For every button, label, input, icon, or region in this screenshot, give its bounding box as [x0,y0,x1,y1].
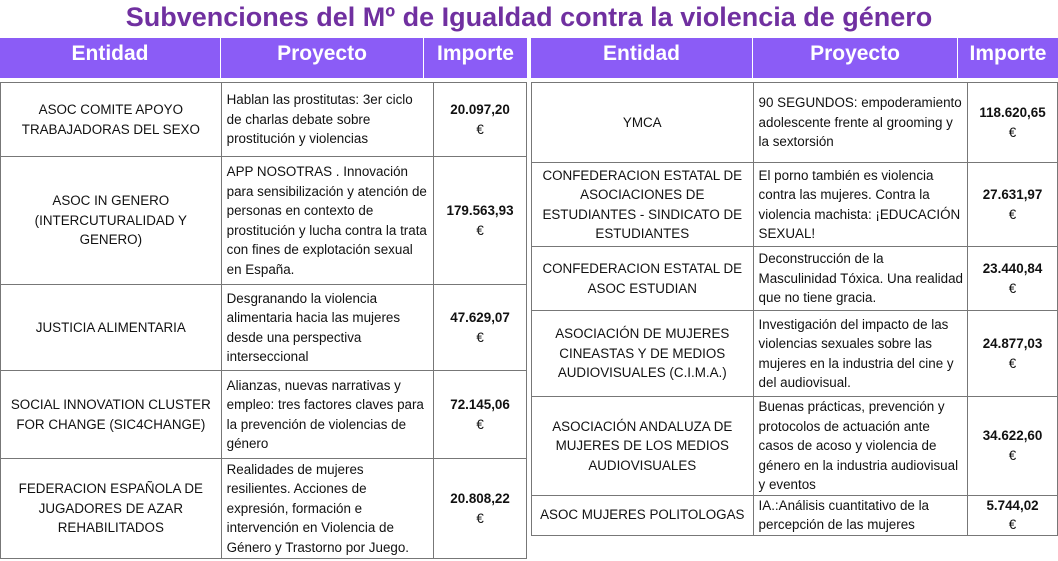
proyecto-cell: IA.:Análisis cuantitativo de la percepción de las mujeres [753,495,968,535]
importe-amount: 24.877,03 [982,336,1043,351]
table-row [1,459,527,559]
proyecto-cell: Deconstrucción de la Masculinidad Tóxica. Una realidad que no tiene gracia. [753,247,968,311]
importe-amount: 72.145,06 [450,397,510,412]
importe-amount: 23.440,84 [982,261,1043,276]
entidad-cell: ASOC MUJERES POLITOLOGAS [532,495,754,535]
right-table [531,82,1058,536]
entidad-cell: ASOCIACIÓN ANDALUZA DE MUJERES DE LOS MEDIOS AUDIOVISUALES [532,397,754,496]
entidad-cell: CONFEDERACION ESTATAL DE ASOCIACIONES DE ESTUDIANTES - SINDICATO DE ESTUDIANTES [532,163,754,247]
currency-symbol: € [476,510,484,526]
entidad-cell: JUSTICIA ALIMENTARIA [1,285,222,371]
importe-amount: 20.808,22 [450,491,510,506]
proyecto-cell: APP NOSOTRAS . Innovación para sensibilización y atención de personas en contexto de prostitución y lucha contra la trata con fines de explotación sexual en España. [221,157,433,285]
left-table-header [0,38,527,78]
importe-amount: 27.631,97 [982,187,1043,202]
table-row [532,247,1058,311]
proyecto-cell: Investigación del impacto de las violencias sexuales sobre las mujeres en la industria del cine y del audiovisual. [753,311,968,397]
importe-amount: 5.744,02 [986,497,1039,513]
entidad-cell: SOCIAL INNOVATION CLUSTER FOR CHANGE (SIC4CHANGE) [1,371,222,459]
proyecto-cell: Desgranando la violencia alimentaria hacia las mujeres desde una perspectiva interseccional [221,285,433,371]
entidad-cell: ASOCIACIÓN DE MUJERES CINEASTAS Y DE MEDIOS AUDIOVISUALES (C.I.M.A.) [532,311,754,397]
currency-symbol: € [476,329,484,345]
proyecto-cell: 90 SEGUNDOS: empoderamiento adolescente frente al grooming y la sextorsión [753,83,968,163]
proyecto-cell: Realidades de mujeres resilientes. Acciones de expresión, formación e intervención en Violencia de Género y Trastorno por Juego. [221,459,433,559]
importe-cell [434,83,527,157]
header-importe: Importe [969,42,1047,65]
currency-symbol: € [1008,206,1017,222]
table-row [1,83,527,157]
importe-cell [968,83,1058,163]
currency-symbol: € [1008,355,1017,371]
currency-symbol: € [476,222,484,238]
page-title: Subvenciones del Mº de Igualdad contra la violencia de género [125,2,933,32]
importe-cell [968,311,1058,397]
entidad-cell: FEDERACION ESPAÑOLA DE JUGADORES DE AZAR REHABILITADOS [1,459,222,559]
importe-amount: 20.097,20 [450,102,510,117]
table-row [532,163,1058,247]
currency-symbol: € [1008,517,1017,532]
right-table-header [531,38,1058,78]
entidad-cell: YMCA [532,83,754,163]
table-row [1,371,527,459]
entidad-cell: ASOC IN GENERO (INTERCUTURALIDAD Y GENERO) [1,157,222,285]
importe-cell [434,459,527,559]
importe-amount: 47.629,07 [450,310,510,325]
importe-cell [968,247,1058,311]
importe-amount: 179.563,93 [446,203,514,218]
header-importe: Importe [436,42,514,65]
table-row [1,157,527,285]
proyecto-cell: El porno también es violencia contra las mujeres. Contra la violencia machista: ¡EDUCACIÓN SEXUAL! [753,163,968,247]
importe-cell [434,371,527,459]
table-row [1,285,527,371]
left-table-panel [0,38,527,561]
header-entidad: Entidad [0,38,221,78]
table-row [532,397,1058,496]
left-table [0,82,527,559]
importe-cell [968,163,1058,247]
currency-symbol: € [1008,447,1017,463]
entidad-cell: CONFEDERACION ESTATAL DE ASOC ESTUDIAN [532,247,754,311]
importe-cell [434,285,527,371]
importe-cell [968,495,1058,535]
currency-symbol: € [476,121,484,137]
currency-symbol: € [476,416,484,432]
importe-cell [434,157,527,285]
importe-amount: 34.622,60 [982,428,1043,444]
header-proyecto: Proyecto [753,38,958,78]
header-proyecto: Proyecto [221,38,424,78]
currency-symbol: € [1008,280,1017,296]
importe-amount: 118.620,65 [979,105,1046,120]
entidad-cell: ASOC COMITE APOYO TRABAJADORAS DEL SEXO [1,83,222,157]
header-entidad: Entidad [531,38,753,78]
proyecto-cell: Buenas prácticas, prevención y protocolos de actuación ante casos de acoso y violencia de género en la industria audiovisual y eventos [753,397,968,496]
table-row [532,311,1058,397]
importe-cell [968,397,1058,496]
proyecto-cell: Alianzas, nuevas narrativas y empleo: tres factores claves para la prevención de violencias de género [221,371,433,459]
table-row [532,83,1058,163]
right-table-panel [531,38,1058,561]
proyecto-cell: Hablan las prostitutas: 3er ciclo de charlas debate sobre prostitución y violencias [221,83,433,157]
currency-symbol: € [1008,124,1017,140]
table-row [532,495,1058,535]
